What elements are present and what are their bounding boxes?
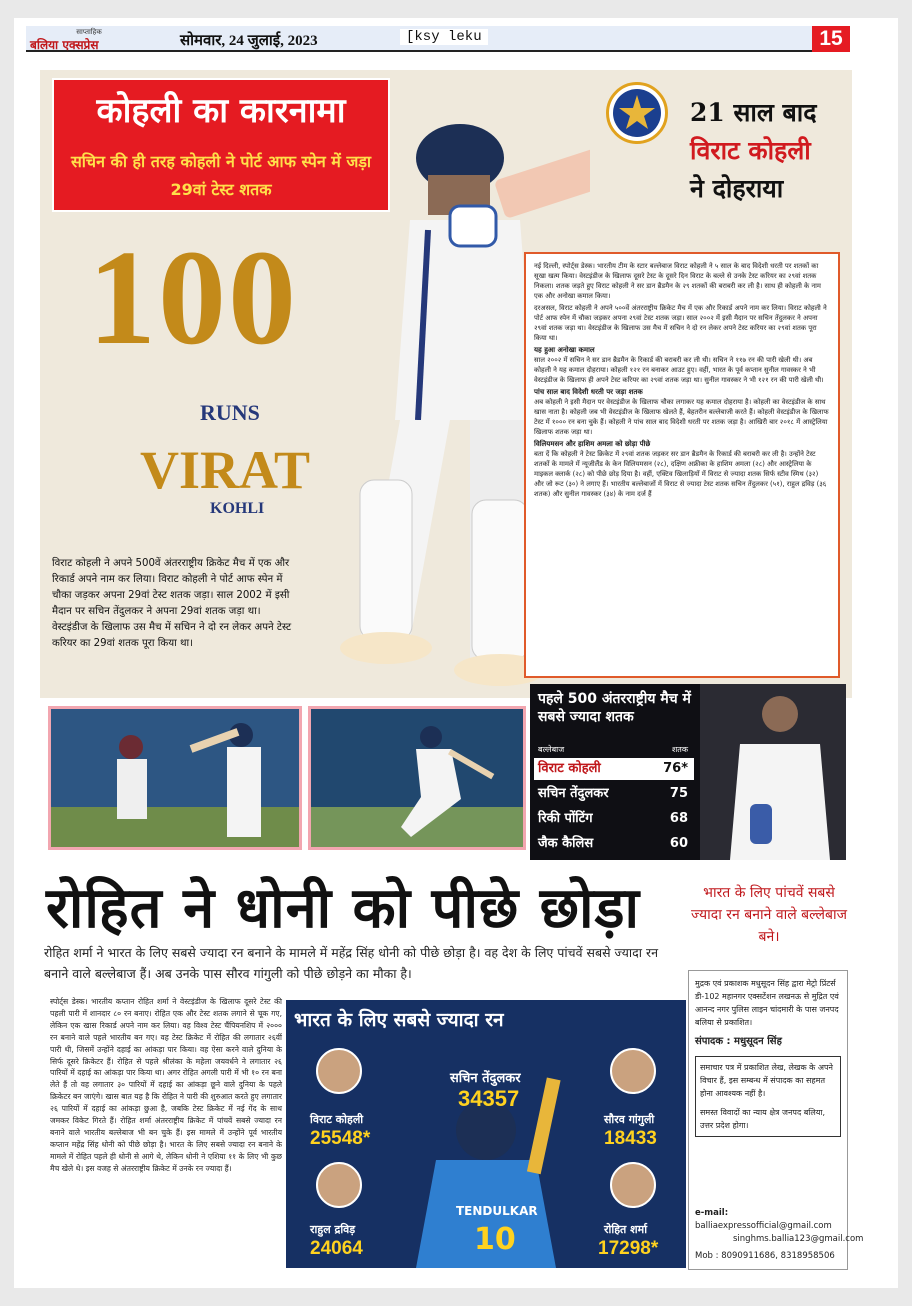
editor-name: संपादक : मधुसूदन सिंह — [695, 1036, 782, 1047]
stats-player-name: जैक कैलिस — [538, 836, 594, 851]
article-paragraph: साल २००२ में सचिन ने सर डान ब्रैडमैन के रिकार्ड की बराबरी कर ली थी। सचिन ने ११७ रन की पारी खेली थी। अब कोहली ने यह कमाल दोहराया। कोहली १२१ रन बनाकर आउट हुए। वहीं, भारत के पूर्व कप्तान सुनील गावस्कर ने भी वेस्टइंडीज के खिलाफ ही अपने टेस्ट करियर का २९वां शतक जड़ा था। सुनील गावस्कर ने भी १२१ रन की पारी खेली थी। — [534, 356, 824, 384]
stats-row — [534, 808, 694, 830]
email-2: singhms.ballia123@gmail.com — [733, 1234, 864, 1244]
player-photo-kohli — [316, 1048, 362, 1094]
rohit-side-note: भारत के लिए पांचवें सबसे ज्यादा रन बनाने वाले बल्लेबाज बने। — [691, 885, 847, 945]
article-paragraph: अब कोहली ने इसी मैदान पर वेस्टइंडीज के खिलाफ चौका लगाकर यह कमाल दोहराया है। कोहली का वेस्टइंडीज के साथ खास नाता है। कोहली जब भी वेस्टइंडीज के खिलाफ खेलते हैं, बेहतरीन बल्लेबाजी करते हैं। कोहली वेस्टइंडीज के खिलाफ टेस्ट में १००० रन बना चुके हैं। कोहली ने पांच साल बाद विदेशी धरती पर शतक जड़ा है। आखिरी बार २०१८ में आस्ट्रेलिया खिलाफ शतक जड़ा था। — [534, 398, 829, 436]
mob-number: 8090911686, 8318958506 — [721, 1251, 835, 1261]
feature-headline: कोहली का कारनामा — [96, 91, 346, 131]
disclaimer-box — [695, 1056, 841, 1137]
stats-value: 76* — [663, 761, 688, 776]
page-number: 15 — [812, 26, 850, 52]
right-heading-line1: 21 साल बाद — [690, 98, 817, 127]
right-heading-line2: विराट कोहली — [690, 136, 811, 165]
player-photo-ganguly — [610, 1048, 656, 1094]
player-runs: 34357 — [458, 1086, 520, 1111]
disclaimer-1: समाचार पत्र में प्रकाशित लेख, लेखक के अपने विचार हैं, इस सम्बन्ध में संपादक का सहमत होना आवश्यक नहीं है। — [700, 1063, 833, 1098]
stats-row — [534, 783, 694, 805]
stats-value: 75 — [669, 786, 688, 801]
article-subhead: पांच साल बाद विदेशी धरती पर जड़ा शतक — [534, 388, 643, 396]
masthead-title: बलिया एक्सप्रेस — [30, 38, 99, 52]
disclaimer-2: समस्त विवादों का न्याय क्षेत्र जनपद बलिया, उत्तर प्रदेश होगा। — [700, 1108, 826, 1130]
kohli-label: KOHLI — [210, 500, 265, 517]
kohli-celebration-photo — [700, 684, 846, 860]
stats-player-name: सचिन तेंदुलकर — [538, 786, 609, 801]
player-name: विराट कोहली — [310, 1113, 364, 1126]
stats-column-header — [538, 744, 694, 756]
player-name: रोहित शर्मा — [604, 1223, 648, 1236]
runs-label: RUNS — [200, 400, 260, 425]
feature-right-heading — [690, 94, 840, 208]
match-photo-1 — [48, 706, 302, 850]
imprint-box — [688, 970, 864, 1270]
header-date: सोमवार, 24 जुलाई, 2023 — [180, 33, 318, 49]
rohit-article: स्पोर्ट्स डेस्क। भारतीय कप्तान रोहित शर्मा ने वेस्टइंडीज के खिलाफ दूसरे टेस्ट की पहली पारी में शानदार ८० रन बनाए। रोहित एक और टेस्ट शतक लगाने से चूक गए, लेकिन एक खास रिकार्ड अपने नाम कर लिया। वह विश्व टेस्ट चैंपियनशिप में २००० रन बनाने वाले पहले भारतीय बन गए। वह टेस्ट क्रिकेट में रोहित की लगातार २६वीं पारी थी, जिसमें उन्होंने दहाई का आंकड़ा पार किया। वह ऐसा करने वाले दुनिया के सिर्फ दूसरे क्रिकेटर हैं। रोहित से पहले श्रीलंका के महेला जयवर्धने ने लगातार २६ पारियों में दहाई का आंकड़ा पार किया था। अगर रोहित अगली पारी में भी १० रन बना लेते हैं तो वह लगातार ३० पारियों में दहाई का आंकड़ा छूने वाले दुनिया के पहले क्रिकेटर बन जाएंगे। खास बात यह है कि रोहित ने पारी की शुरुआत करते हुए लगातार २६ पारियों में दहाई का आंकड़ा छुआ है, जबकि टेस्ट क्रिकेट में नई गेंद के साथ जमकर विकेट गिरते हैं। रोहित शर्मा अंतरराष्ट्रीय क्रिकेट में पांचवें सबसे ज्यादा रन बनाने वाले भारतीय बल्लेबाज भी बन चुके हैं। इस मामले में उन्होंने पूर्व भारतीय कप्तान महेंद्र सिंह धोनी को पीछे छोड़ा है। भारत के लिए सबसे ज्यादा रन बनाने के मामले में रोहित पहले ही धोनी से आगे थे, लेकिन धोनी ने एशिया ११ के लिए भी कुछ मैच खेले थे। इस वजह से अंतरराष्ट्रीय क्रिकेट में उनके रन ज्यादा हैं। — [50, 997, 282, 1173]
jersey-name: TENDULKAR — [456, 1204, 538, 1218]
graphic-title: भारत के लिए सबसे ज्यादा रन — [294, 1009, 504, 1031]
contact-info — [695, 1207, 864, 1263]
imprint-text: मुद्रक एवं प्रकाशक मधुसूदन सिंह द्वारा मेट्रो प्रिंटर्स डी-102 महानगर एक्सटेंशन लखनऊ से मुद्रित एवं आनन्द नगर पुलिस लाइन चांदमारी के पास जनपद बलिया से प्रकाशित। — [695, 979, 839, 1027]
player-photo-dravid — [316, 1162, 362, 1208]
feature-intro: विराट कोहली ने अपने 500वें अंतरराष्ट्रीय क्रिकेट मैच में एक और रिकार्ड अपने नाम कर लिया। विराट कोहली ने पोर्ट आफ स्पेन में चौका जड़कर अपना 29वां टेस्ट शतक जड़ा। साल 2002 में इसी मैदान पर सचिन तेंदुलकर ने अपना 29वां शतक जड़ा था। वेस्टइंडीज के खिलाफ उस मैच में सचिन ने दो रन लेकर अपने टेस्ट करियर का 29वां शतक पूरा किया था। — [52, 558, 292, 649]
stats-player-name: विराट कोहली — [538, 761, 601, 776]
masthead-frequency: साप्ताहिक — [76, 28, 102, 36]
rohit-deck: रोहित शर्मा ने भारत के लिए सबसे ज्यादा रन बनाने के मामले में महेंद्र सिंह धोनी को पीछे छोड़ा है। वह देश के लिए पांचवें सबसे ज्यादा रन बनाने वाले बल्लेबाज हैं। अब उनके पास सौरव गांगुली को पीछे छोड़ने का मौका है। — [44, 945, 659, 981]
virat-label: VIRAT — [140, 440, 311, 500]
stats-row — [534, 758, 694, 780]
player-name: सौरव गांगुली — [604, 1113, 655, 1126]
email-label: e-mail: — [695, 1208, 729, 1218]
article-paragraph: बता दें कि कोहली ने टेस्ट क्रिकेट में २९वां शतक जड़कर सर डान ब्रैडमैन के रिकार्ड की बराबरी कर ली है। उन्होंने टेस्ट शतकों के मामले में न्यूजीलैंड के केन विलियमसन (२८), दक्षिण अफ्रीका के हाशिम अमला (२८) और आस्ट्रेलिया के माइकल क्लार्क (२८) को पीछे छोड़ दिया है। वहीं, एक्टिव खिलाड़ियों में विराट से ज्यादा शतक सिर्फ स्टीव स्मिथ (३२) और जो रूट (३०) ने लगाए हैं। भारतीय बल्लेबाजों में विराट से ज्यादा टेस्ट शतक सचिन तेंदुलकर (५१), राहुल द्रविड़ (३६ शतक) और सुनील गावस्कर (३४) के नाम दर्ज हैं — [534, 450, 827, 498]
stats-value: 60 — [669, 836, 688, 851]
email-1: balliaexpressofficial@gmail.com — [695, 1221, 832, 1231]
stats-player-name: रिकी पोंटिंग — [538, 811, 593, 826]
player-photo-rohit — [610, 1162, 656, 1208]
match-photo-2 — [308, 706, 526, 850]
right-heading-line3: ने दोहराया — [690, 174, 784, 203]
stats-col-player: बल्लेबाज — [538, 745, 565, 754]
stats-col-centuries: शतक — [671, 745, 688, 754]
feature-subhead: सचिन की ही तरह कोहली ने पोर्ट आफ स्पेन में जड़ा 29वां टेस्ट शतक — [70, 152, 372, 199]
rohit-headline: रोहित ने धोनी को पीछे छोड़ा — [46, 875, 640, 941]
header-section: [ksy leku — [400, 29, 488, 45]
stats-row — [534, 833, 694, 855]
player-name: सचिन तेंदुलकर — [450, 1071, 521, 1086]
player-name: राहुल द्रविड़ — [310, 1223, 356, 1236]
player-runs: 17298* — [598, 1238, 659, 1259]
player-runs: 25548* — [310, 1128, 371, 1149]
big-number: 100 — [88, 223, 298, 373]
article-paragraph: नई दिल्ली, स्पोर्ट्स डेस्क। भारतीय टीम के स्टार बल्लेबाज विराट कोहली ने ५ साल के बाद विदेशी धरती पर शतकों का सूखा खत्म किया। वेस्टइंडीज के खिलाफ दूसरे टेस्ट के दूसरे दिन विराट के बल्ले से उनके टेस्ट करियर का २९वां शतक निकला। शतक जड़ते हुए विराट कोहली ने सर डान ब्रैडमैन के २९ शतकों की बराबरी कर ली है। साथ ही कोहली के नाम एक और अनोखा कमाल किया। — [534, 262, 821, 300]
bcci-logo-icon — [606, 82, 668, 144]
mob-label: Mob : — [695, 1251, 719, 1261]
stats-value: 68 — [669, 811, 688, 826]
masthead — [30, 26, 148, 52]
feature-article — [524, 252, 840, 678]
stats-title: पहले 500 अंतरराष्ट्रीय मैच में सबसे ज्यादा शतक — [538, 691, 691, 725]
player-runs: 24064 — [310, 1238, 363, 1259]
article-subhead: विलियमसन और हाशिम अमला को छोड़ा पीछे — [534, 440, 651, 448]
player-runs: 18433 — [604, 1128, 657, 1149]
article-subhead: यह हुआ अनोखा कमाल — [534, 346, 595, 354]
article-paragraph: दरअसल, विराट कोहली ने अपने ५००वें अंतरराष्ट्रीय क्रिकेट मैच में एक और रिकार्ड अपने नाम कर लिया। विराट कोहली ने पोर्ट आफ स्पेन में चौका जड़कर अपना २९वां टेस्ट शतक जड़ा। साल २००२ में इसी मैदान पर सचिन तेंदुलकर ने अपना २९वां शतक जड़ा था। वेस्टइंडीज के खिलाफ उस मैच में सचिन ने दो रन लेकर अपने टेस्ट करियर का २९वां शतक पूरा किया था। — [534, 304, 827, 342]
jersey-number: 10 — [474, 1222, 516, 1257]
